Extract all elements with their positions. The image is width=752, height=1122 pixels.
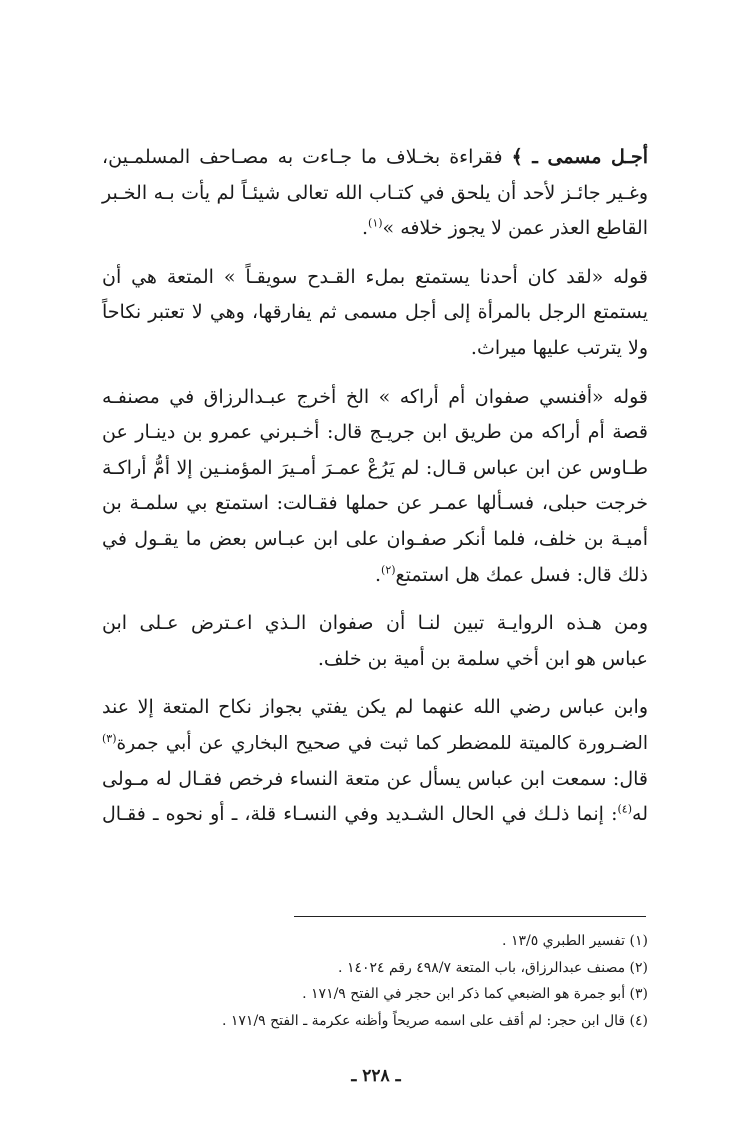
text-line: وغـير جائـز لأحد أن يلحق في كتـاب الله تعالى شيئـاً لم يأت بـه الخـبر <box>102 181 648 204</box>
main-text <box>102 140 648 846</box>
footnote-ref: (١) <box>368 216 383 230</box>
footnote: (٢) مصنف عبدالرزاق، باب المتعة ٤٩٨/٧ رقم ١٤٠٢٤ . <box>338 959 648 976</box>
text-line: ومن هـذه الروايـة تبين لنـا أن صفوان الـذي اعـترض عـلى ابن <box>102 612 648 635</box>
text-line: القاطع العذر عمن لا يجوز خلافه »$^{(١)}$. <box>361 216 648 240</box>
text-line: عباس هو ابن أخي سلمة بن أمية بن خلف. <box>317 647 648 670</box>
text-line: وابن عباس رضي الله عنهما لم يكن يفتي بجواز نكاح المتعة إلا عند <box>102 696 648 719</box>
paragraph-4 <box>102 606 648 677</box>
text-line: له$^{(٤)}$: إنما ذلـك في الحال الشـديد وفي النسـاء قلة، ـ أو نحوه ـ فقـال <box>102 802 648 826</box>
text-line: أميـة بن خلف، فلما أنكر صفـوان على ابن عبـاس بعض ما يقـول في <box>102 527 648 550</box>
text-line: قوله «أفنسي صفوان أم أراكه » الخ أخرج عبـدالرزاق في مصنفـه <box>102 385 648 408</box>
text-line: الضـرورة كالميتة للمضطر كما ثبت في صحيح البخاري عن أبي جمرة$^{(٣)}$ <box>102 731 648 754</box>
text-line: طـاوس عن ابن عباس قـال: لم يَرُعْ عمـرَ أمـيرَ المؤمنـين إلا أمُّ أراكـة <box>102 456 648 479</box>
footnote: (١) تفسير الطبري ١٣/٥ . <box>502 933 648 949</box>
paragraph-5 <box>102 690 648 832</box>
footnote-ref: (٢) <box>381 563 396 577</box>
text-line: خرجت حبلى، فسـألها عمـر عن حملها فقـالت: استمتع بي سلمـة بن <box>102 492 648 515</box>
text-line: قوله «لقد كان أحدنا يستمتع بملء القـدح سويقـاً » المتعة هي أن <box>102 265 648 288</box>
text-line: قال: سمعت ابن عباس يسأل عن متعة النساء فرخص فقـال له مـولى <box>102 767 648 790</box>
footnote: (٣) أبو جمرة هو الضبعي كما ذكر ابن حجر في الفتح ١٧١/٩ . <box>302 986 648 1002</box>
footnote: (٤) قال ابن حجر: لم أقف على اسمه صريحاً وأظنه عكرمة ـ الفتح ١٧١/٩ . <box>221 1012 648 1029</box>
paragraph-1 <box>102 140 648 247</box>
text-line: ذلك قال: فسل عمك هل استمتع$^{(٢)}$. <box>374 563 648 586</box>
footnotes <box>102 928 648 1034</box>
footnote-ref: (٤) <box>617 802 633 816</box>
text-line: أجـل مسمى ـ ﴾ فقراءة بخـلاف ما جـاءت به مصـاحف المسلمـين، <box>102 146 648 168</box>
bold-phrase: أجـل مسمى ـ ﴾ <box>511 146 648 168</box>
footnote-ref: (٣) <box>102 731 117 745</box>
footnote-divider <box>294 916 646 917</box>
text-line: قصة أم أراكه من طريق ابن جريـج قال: أخـبرني عمرو بن دينـار عن <box>102 421 648 444</box>
text-line: يستمتع الرجل بالمرأة إلى أجل مسمى ثم يفارقها، وهي لا تعتبر نكاحاً <box>102 301 648 324</box>
page-number: ـ ٢٢٨ ـ <box>351 1066 401 1086</box>
text-line: ولا يترتب عليها ميراث. <box>470 336 648 359</box>
paragraph-2 <box>102 260 648 367</box>
paragraph-3 <box>102 380 648 594</box>
